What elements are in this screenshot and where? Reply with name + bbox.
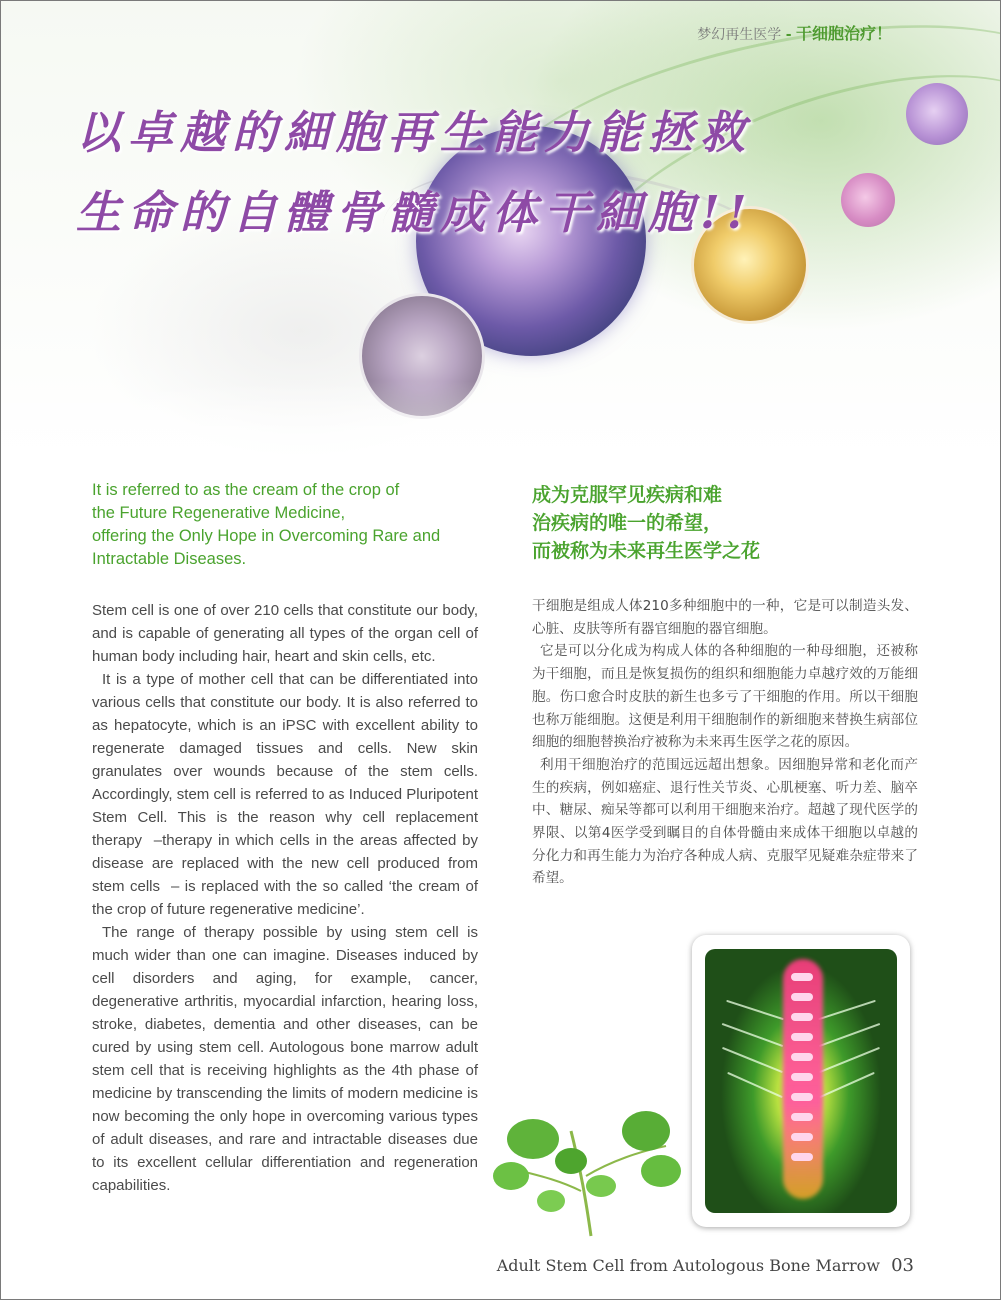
neuron-cell-image bbox=[359, 293, 485, 419]
chinese-heading-line: 治疾病的唯一的希望， bbox=[532, 512, 723, 534]
rib-line bbox=[818, 1000, 876, 1020]
leaf bbox=[622, 1111, 670, 1151]
vertebra bbox=[791, 1033, 813, 1041]
vertebra bbox=[791, 1133, 813, 1141]
vertebra bbox=[791, 1013, 813, 1021]
hero-title-line: 生命的自體骨髓成体干細胞!! bbox=[76, 186, 754, 239]
page-footer bbox=[497, 1255, 914, 1276]
english-heading bbox=[92, 479, 478, 571]
english-heading-line: It is referred to as the cream of the crop of bbox=[92, 481, 400, 499]
section-separator: - bbox=[785, 27, 792, 43]
chinese-heading-line: 而被称为未来再生医学之花 bbox=[532, 540, 761, 562]
leaves-illustration bbox=[491, 1091, 691, 1241]
vertebra bbox=[791, 1093, 813, 1101]
vertebra bbox=[791, 1113, 813, 1121]
leaf bbox=[537, 1190, 565, 1212]
section-topic: 干细胞治疗！ bbox=[795, 24, 892, 43]
spine-illustration bbox=[692, 935, 910, 1227]
english-heading-line: Intractable Diseases. bbox=[92, 550, 247, 568]
english-heading-line: offering the Only Hope in Overcoming Rare and bbox=[92, 527, 441, 545]
leaf bbox=[493, 1162, 529, 1190]
section-header bbox=[697, 21, 892, 44]
chinese-paragraph: 它是可以分化成为构成人体的各种细胞的一种母细胞，还被称为干细胞，而且是恢复损伤的组织和细胞能力卓越疗效的万能细胞。伤口愈合时皮肤的新生也多亏了干细胞的作用。所以干细胞也称万能细胞。这便是利用干细胞制作的新细胞来替换生病部位细胞的细胞替换治疗被称为未来再生医学之花的原因。 bbox=[532, 643, 918, 751]
hero-title bbox=[76, 93, 754, 253]
hero-title-line: 以卓越的細胞再生能力能拯救 bbox=[76, 106, 753, 159]
english-column bbox=[92, 479, 478, 1197]
section-label: 梦幻再生医学 bbox=[697, 27, 782, 43]
english-paragraph: Stem cell is one of over 210 cells that constitute our body, and is capable of generating all types of the organ cell of human body including hair, heart and skin cells, etc. bbox=[92, 602, 478, 665]
spine-image bbox=[705, 949, 897, 1213]
rib-line bbox=[726, 1000, 784, 1020]
pink-cell-image bbox=[841, 173, 895, 227]
rib-line bbox=[722, 1023, 784, 1047]
chinese-paragraph: 利用干细胞治疗的范围远远超出想象。因细胞异常和老化而产生的疾病，例如癌症、退行性关节炎、心肌梗塞、听力差、脑卒中、糖尿、痴呆等都可以利用干细胞来治疗。超越了现代医学的界限、以第4医学受到瞩目的自体骨髓由来成体干细胞以卓越的分化力和再生能力为治疗各种成人病、克服罕见疑难杂症带来了希望。 bbox=[532, 756, 918, 887]
chinese-paragraph: 干细胞是组成人体210多种细胞中的一种，它是可以制造头发、心脏、皮肤等所有器官细胞的器官细胞。 bbox=[532, 598, 918, 637]
vertebra bbox=[791, 1073, 813, 1081]
english-heading-line: the Future Regenerative Medicine, bbox=[92, 504, 346, 522]
purple-cell-image bbox=[906, 83, 968, 145]
hero-banner bbox=[1, 1, 1000, 471]
english-body bbox=[92, 599, 478, 1197]
leaf bbox=[507, 1119, 559, 1159]
vertebra bbox=[791, 1153, 813, 1161]
rib-line bbox=[819, 1047, 880, 1073]
english-paragraph: The range of therapy possible by using stem cell is much wider than one can imagine. Diseases induced by cell disorders and aging, for example, cancer, degenerative arthritis, myocardial infarction, hearing loss, stroke, diabetes, dementia and other diseases, can be cured by using stem cell. Autologous bone marrow adult stem cell that is receiving highlights as the 4th phase of medicine by transcending the limits of modern medicine is now becoming the only hope in overcoming various types of adult diseases, and rare and intractable diseases due to its excellent cellular differentiation and regeneration capabilities. bbox=[92, 924, 478, 1194]
rib-line bbox=[727, 1072, 783, 1098]
leaf bbox=[586, 1175, 616, 1197]
chinese-heading bbox=[532, 481, 918, 565]
vertebra bbox=[791, 993, 813, 1001]
rib-line bbox=[722, 1047, 783, 1073]
page-number: 03 bbox=[891, 1255, 914, 1276]
rib-line bbox=[819, 1023, 881, 1047]
chinese-heading-line: 成为克服罕见疾病和难 bbox=[532, 484, 723, 506]
rib-line bbox=[819, 1072, 875, 1098]
vertebra bbox=[791, 973, 813, 981]
leaf bbox=[555, 1148, 587, 1174]
chinese-column bbox=[532, 481, 918, 890]
running-title: Adult Stem Cell from Autologous Bone Marrow bbox=[496, 1256, 880, 1275]
chinese-body bbox=[532, 595, 918, 890]
leaf-stem bbox=[521, 1171, 581, 1191]
leaf bbox=[641, 1155, 681, 1187]
vertebra bbox=[791, 1053, 813, 1061]
english-paragraph: It is a type of mother cell that can be differentiated into various cells that constitute our body. It is also referred to as hepatocyte, which is an iPSC with excellent ability to regenerate damaged tissues and cells. New skin granulates over wounds because of the stem cells. Accordingly, stem cell is referred to as Induced Pluripotent Stem Cell. This is the reason why cell replacement therapy –therapy in which cells in the areas affected by disease are replaced with the new cell produced from stem cells – is replaced with the so called ‘the cream of the crop of future regenerative medicine’. bbox=[92, 671, 478, 918]
